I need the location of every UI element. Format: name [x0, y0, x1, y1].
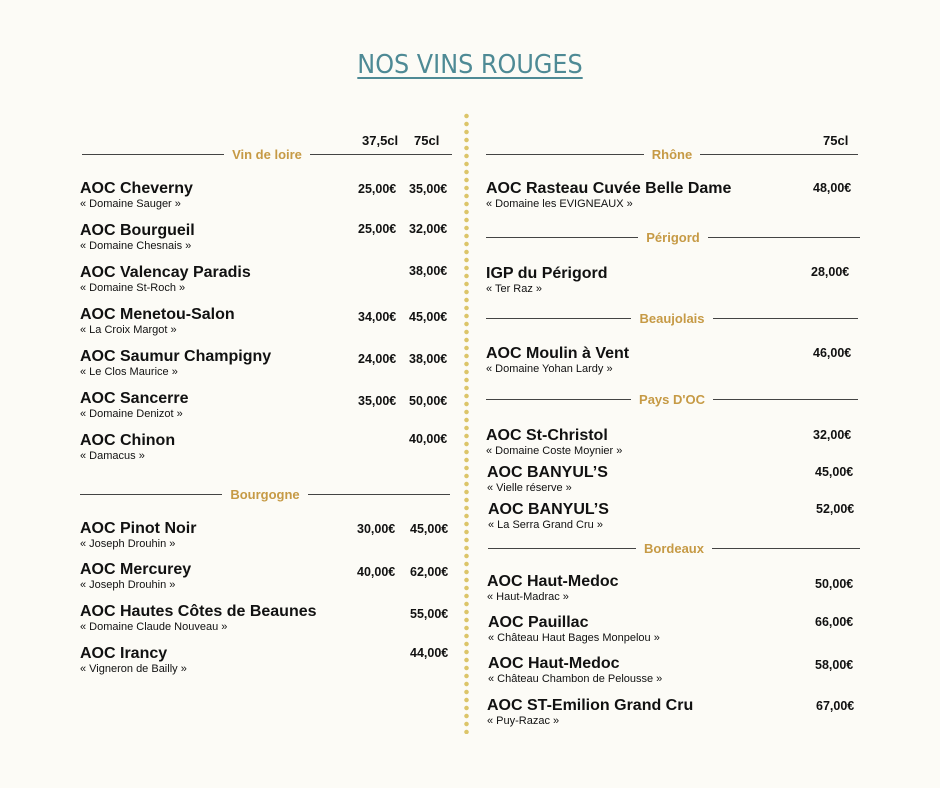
section-label: Vin de loire: [232, 146, 302, 162]
price-37cl: 24,00€: [358, 352, 397, 366]
section-rule: [486, 154, 644, 155]
wine-name: IGP du Périgord: [486, 265, 608, 282]
price-75cl: 46,00€: [813, 346, 852, 360]
wine-domain: « Château Haut Bages Monpelou »: [488, 632, 660, 644]
wine-item: [487, 697, 693, 728]
wine-name: AOC ST-Emilion Grand Cru: [487, 697, 694, 714]
price-75cl: 50,00€: [815, 577, 854, 591]
wine-domain: « Haut-Madrac »: [487, 591, 569, 603]
section-label: Beaujolais: [639, 310, 705, 326]
wine-domain: « Domaine Coste Moynier »: [486, 445, 623, 457]
wine-item: [80, 264, 251, 295]
wine-domain: « Domaine Sauger »: [80, 198, 181, 210]
price-75cl: 44,00€: [410, 646, 449, 660]
section-rule: [488, 548, 636, 549]
section-rule: [486, 399, 631, 400]
wine-domain: « Damacus »: [80, 450, 145, 462]
price-75cl: 38,00€: [409, 352, 448, 366]
wine-item: [488, 655, 662, 686]
wine-domain: « Château Chambon de Pelousse »: [488, 673, 663, 685]
price-75cl: 45,00€: [410, 522, 449, 536]
section-rule: [713, 318, 858, 319]
price-75cl: 62,00€: [410, 565, 449, 579]
section-vin-de-loire: [82, 146, 452, 162]
page-title: NOS VINS ROUGES: [357, 50, 583, 80]
price-75cl: 52,00€: [816, 502, 855, 516]
price-75cl: 58,00€: [815, 658, 854, 672]
price-75cl: 66,00€: [815, 615, 854, 629]
wine-name: AOC Haut-Medoc: [488, 655, 620, 672]
wine-domain: « La Croix Margot »: [80, 324, 177, 336]
section-rule: [310, 154, 452, 155]
wine-item: [80, 645, 187, 676]
price-75cl: 40,00€: [409, 432, 448, 446]
price-75cl: 50,00€: [409, 394, 448, 408]
section-rule: [486, 237, 638, 238]
column-header-37cl: 37,5cl: [362, 133, 399, 148]
wine-item: [487, 464, 608, 495]
wine-name: AOC Hautes Côtes de Beaunes: [80, 603, 317, 620]
wine-item: [486, 180, 731, 211]
price-37cl: 34,00€: [358, 310, 397, 324]
wine-item: [486, 345, 629, 376]
section-rule: [712, 548, 860, 549]
price-75cl: 28,00€: [811, 265, 850, 279]
wine-name: AOC BANYUL’S: [487, 464, 608, 481]
column-divider: [464, 112, 469, 734]
price-75cl: 55,00€: [410, 607, 449, 621]
wine-domain: « Domaine Denizot »: [80, 408, 183, 420]
wine-domain: « Ter Raz »: [486, 283, 543, 295]
section-rule: [713, 399, 858, 400]
section-rule: [82, 154, 224, 155]
wine-domain: « Domaine St-Roch »: [80, 282, 186, 294]
wine-domain: « Joseph Drouhin »: [80, 538, 176, 550]
wine-name: AOC Cheverny: [80, 180, 193, 197]
price-75cl: 48,00€: [813, 181, 852, 195]
wine-domain: « La Serra Grand Cru »: [488, 519, 603, 531]
wine-name: AOC St-Christol: [486, 427, 608, 444]
price-75cl: 67,00€: [816, 699, 855, 713]
wine-domain: « Vielle réserve »: [487, 482, 572, 494]
wine-item: [488, 501, 609, 532]
wine-name: AOC Moulin à Vent: [486, 345, 630, 362]
wine-domain: « Domaine Chesnais »: [80, 240, 192, 252]
section-label: Périgord: [646, 229, 700, 245]
wine-domain: « Domaine les EVIGNEAUX »: [486, 198, 633, 210]
wine-name: AOC Pinot Noir: [80, 520, 197, 537]
wine-name: AOC Pauillac: [488, 614, 589, 631]
wine-item: [80, 390, 189, 421]
wine-name: AOC Rasteau Cuvée Belle Dame: [486, 180, 732, 197]
wine-item: [80, 561, 191, 592]
section-perigord: [486, 229, 860, 245]
wine-item: [486, 265, 608, 296]
wine-item: [80, 180, 193, 211]
wine-item: [80, 520, 196, 551]
wine-item: [80, 306, 235, 337]
wine-item: [488, 614, 660, 645]
section-bordeaux: [488, 540, 860, 556]
wine-name: AOC Sancerre: [80, 390, 189, 407]
price-75cl: 45,00€: [815, 465, 854, 479]
wine-name: AOC Valencay Paradis: [80, 264, 251, 281]
section-pays-doc: [486, 391, 858, 407]
wine-item: [80, 348, 271, 379]
wine-name: AOC Chinon: [80, 432, 176, 449]
section-rule: [708, 237, 860, 238]
wine-domain: « Joseph Drouhin »: [80, 579, 176, 591]
price-37cl: 40,00€: [357, 565, 396, 579]
section-label: Bourgogne: [230, 486, 300, 502]
wine-item: [80, 603, 317, 634]
wine-domain: « Le Clos Maurice »: [80, 366, 178, 378]
section-rule: [486, 318, 631, 319]
price-37cl: 25,00€: [358, 182, 397, 196]
wine-item: [486, 427, 622, 458]
wine-item: [487, 573, 619, 604]
section-label: Pays D'OC: [639, 391, 705, 407]
section-rule: [700, 154, 858, 155]
section-rule: [80, 494, 222, 495]
price-37cl: 30,00€: [357, 522, 396, 536]
wine-name: AOC Menetou-Salon: [80, 306, 235, 323]
section-beaujolais: [486, 310, 858, 326]
wine-domain: « Puy-Razac »: [487, 715, 560, 727]
wine-item: [80, 222, 195, 253]
section-label: Bordeaux: [644, 540, 704, 556]
wine-domain: « Domaine Yohan Lardy »: [486, 363, 613, 375]
price-75cl: 38,00€: [409, 264, 448, 278]
column-header-75cl: 75cl: [414, 133, 440, 148]
section-bourgogne: [80, 486, 450, 502]
section-rule: [308, 494, 450, 495]
price-75cl: 32,00€: [409, 222, 448, 236]
price-75cl: 35,00€: [409, 182, 448, 196]
wine-name: AOC Irancy: [80, 645, 168, 662]
section-label: Rhône: [651, 146, 693, 162]
wine-name: AOC Mercurey: [80, 561, 192, 578]
section-rhone: [486, 146, 858, 162]
wine-item: [80, 432, 175, 463]
wine-domain: « Domaine Claude Nouveau »: [80, 621, 228, 633]
wine-name: AOC Haut-Medoc: [487, 573, 619, 590]
wine-domain: « Vigneron de Bailly »: [80, 663, 187, 675]
price-75cl: 45,00€: [409, 310, 448, 324]
price-75cl: 32,00€: [813, 428, 852, 442]
column-header-75cl: 75cl: [823, 133, 849, 148]
wine-name: AOC Bourgueil: [80, 222, 195, 239]
wine-name: AOC BANYUL’S: [488, 501, 609, 518]
price-37cl: 35,00€: [358, 394, 397, 408]
price-37cl: 25,00€: [358, 222, 397, 236]
wine-name: AOC Saumur Champigny: [80, 348, 272, 365]
